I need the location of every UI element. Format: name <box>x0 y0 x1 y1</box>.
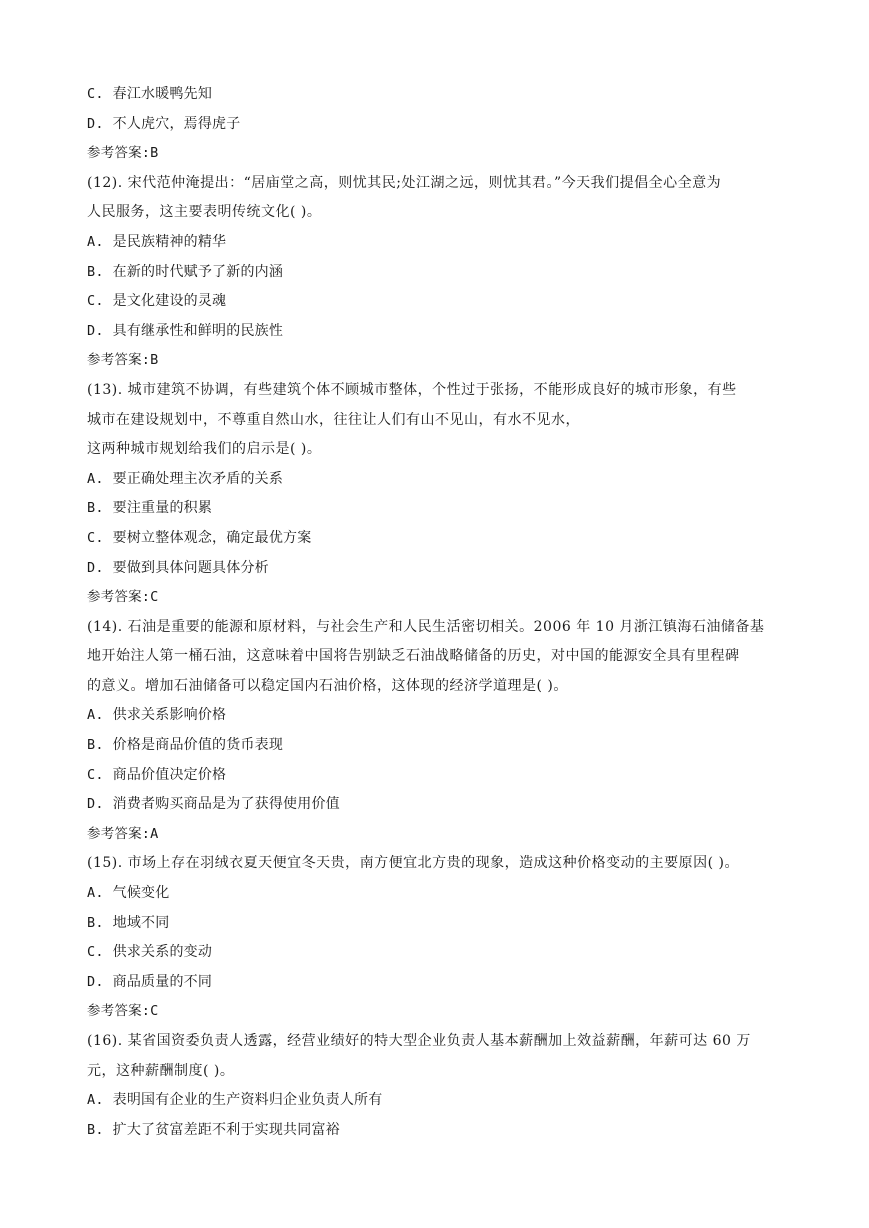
option-b: B. 在新的时代赋予了新的内涵 <box>87 263 284 280</box>
question-13-line-3: 这两种城市规划给我们的启示是( )。 <box>87 441 322 458</box>
option-a: A. 气候变化 <box>87 885 170 902</box>
option-d: D. 不人虎穴，焉得虎子 <box>87 115 241 132</box>
option-c: C. 春江水暖鸭先知 <box>87 86 213 102</box>
option-a: A. 表明国有企业的生产资料归企业负责人所有 <box>87 1092 383 1109</box>
option-d: D. 消费者购买商品是为了获得使用价值 <box>87 796 340 813</box>
answer-line: 参考答案:A <box>87 825 159 842</box>
question-12-line-2: 人民服务，这主要表明传统文化( )。 <box>87 204 322 221</box>
answer-line: 参考答案:C <box>87 589 159 606</box>
option-c: C. 是文化建设的灵魂 <box>87 293 227 310</box>
answer-line: 参考答案:B <box>87 145 159 162</box>
answer-line: 参考答案:B <box>87 352 159 369</box>
question-14-line-3: 的意义。增加石油储备可以稳定国内石油价格，这体现的经济学道理是( )。 <box>87 677 568 694</box>
question-16-line-2: 元，这种薪酬制度( )。 <box>87 1062 235 1079</box>
option-c: C. 要树立整体观念，确定最优方案 <box>87 529 312 546</box>
option-c: C. 供求关系的变动 <box>87 944 213 961</box>
option-a: A. 要正确处理主次矛盾的关系 <box>87 470 284 487</box>
option-b: B. 要注重量的积累 <box>87 500 213 517</box>
question-12-line-1: (12). 宋代范仲淹提出：“居庙堂之高，则忧其民;处江湖之远，则忧其君。”今天我们提倡全心全意为 <box>87 174 722 191</box>
option-c: C. 商品价值决定价格 <box>87 766 227 783</box>
document-page <box>87 80 787 1145</box>
option-d: D. 商品质量的不同 <box>87 973 213 990</box>
option-a: A. 是民族精神的精华 <box>87 233 227 250</box>
option-b: B. 价格是商品价值的货币表现 <box>87 737 284 754</box>
option-d: D. 要做到具体问题具体分析 <box>87 559 269 576</box>
question-14-line-1: (14). 石油是重要的能源和原材料，与社会生产和人民生活密切相关。2006 年 10 月浙江镇海石油储备基 <box>87 618 765 635</box>
option-b: B. 扩大了贫富差距不利于实现共同富裕 <box>87 1121 340 1138</box>
option-b: B. 地域不同 <box>87 914 170 931</box>
question-15-line-1: (15). 市场上存在羽绒衣夏天便宜冬天贵，南方便宜北方贵的现象，造成这种价格变动的主要原因( )。 <box>87 855 740 872</box>
option-d: D. 具有继承性和鲜明的民族性 <box>87 322 284 339</box>
option-a: A. 供求关系影响价格 <box>87 707 227 724</box>
question-13-line-2: 城市在建设规划中，不尊重自然山水，往往让人们有山不见山，有水不见水， <box>87 411 580 428</box>
answer-line: 参考答案:C <box>87 1003 159 1020</box>
question-13-line-1: (13). 城市建筑不协调，有些建筑个体不顾城市整体，个性过于张扬，不能形成良好的城市形象，有些 <box>87 381 737 398</box>
question-14-line-2: 地开始注人第一桶石油，这意味着中国将告别缺乏石油战略储备的历史，对中国的能源安全具有里程碑 <box>87 648 740 665</box>
question-16-line-1: (16). 某省国资委负责人透露，经营业绩好的特大型企业负责人基本薪酬加上效益薪酬，年薪可达 60 万 <box>87 1033 751 1049</box>
